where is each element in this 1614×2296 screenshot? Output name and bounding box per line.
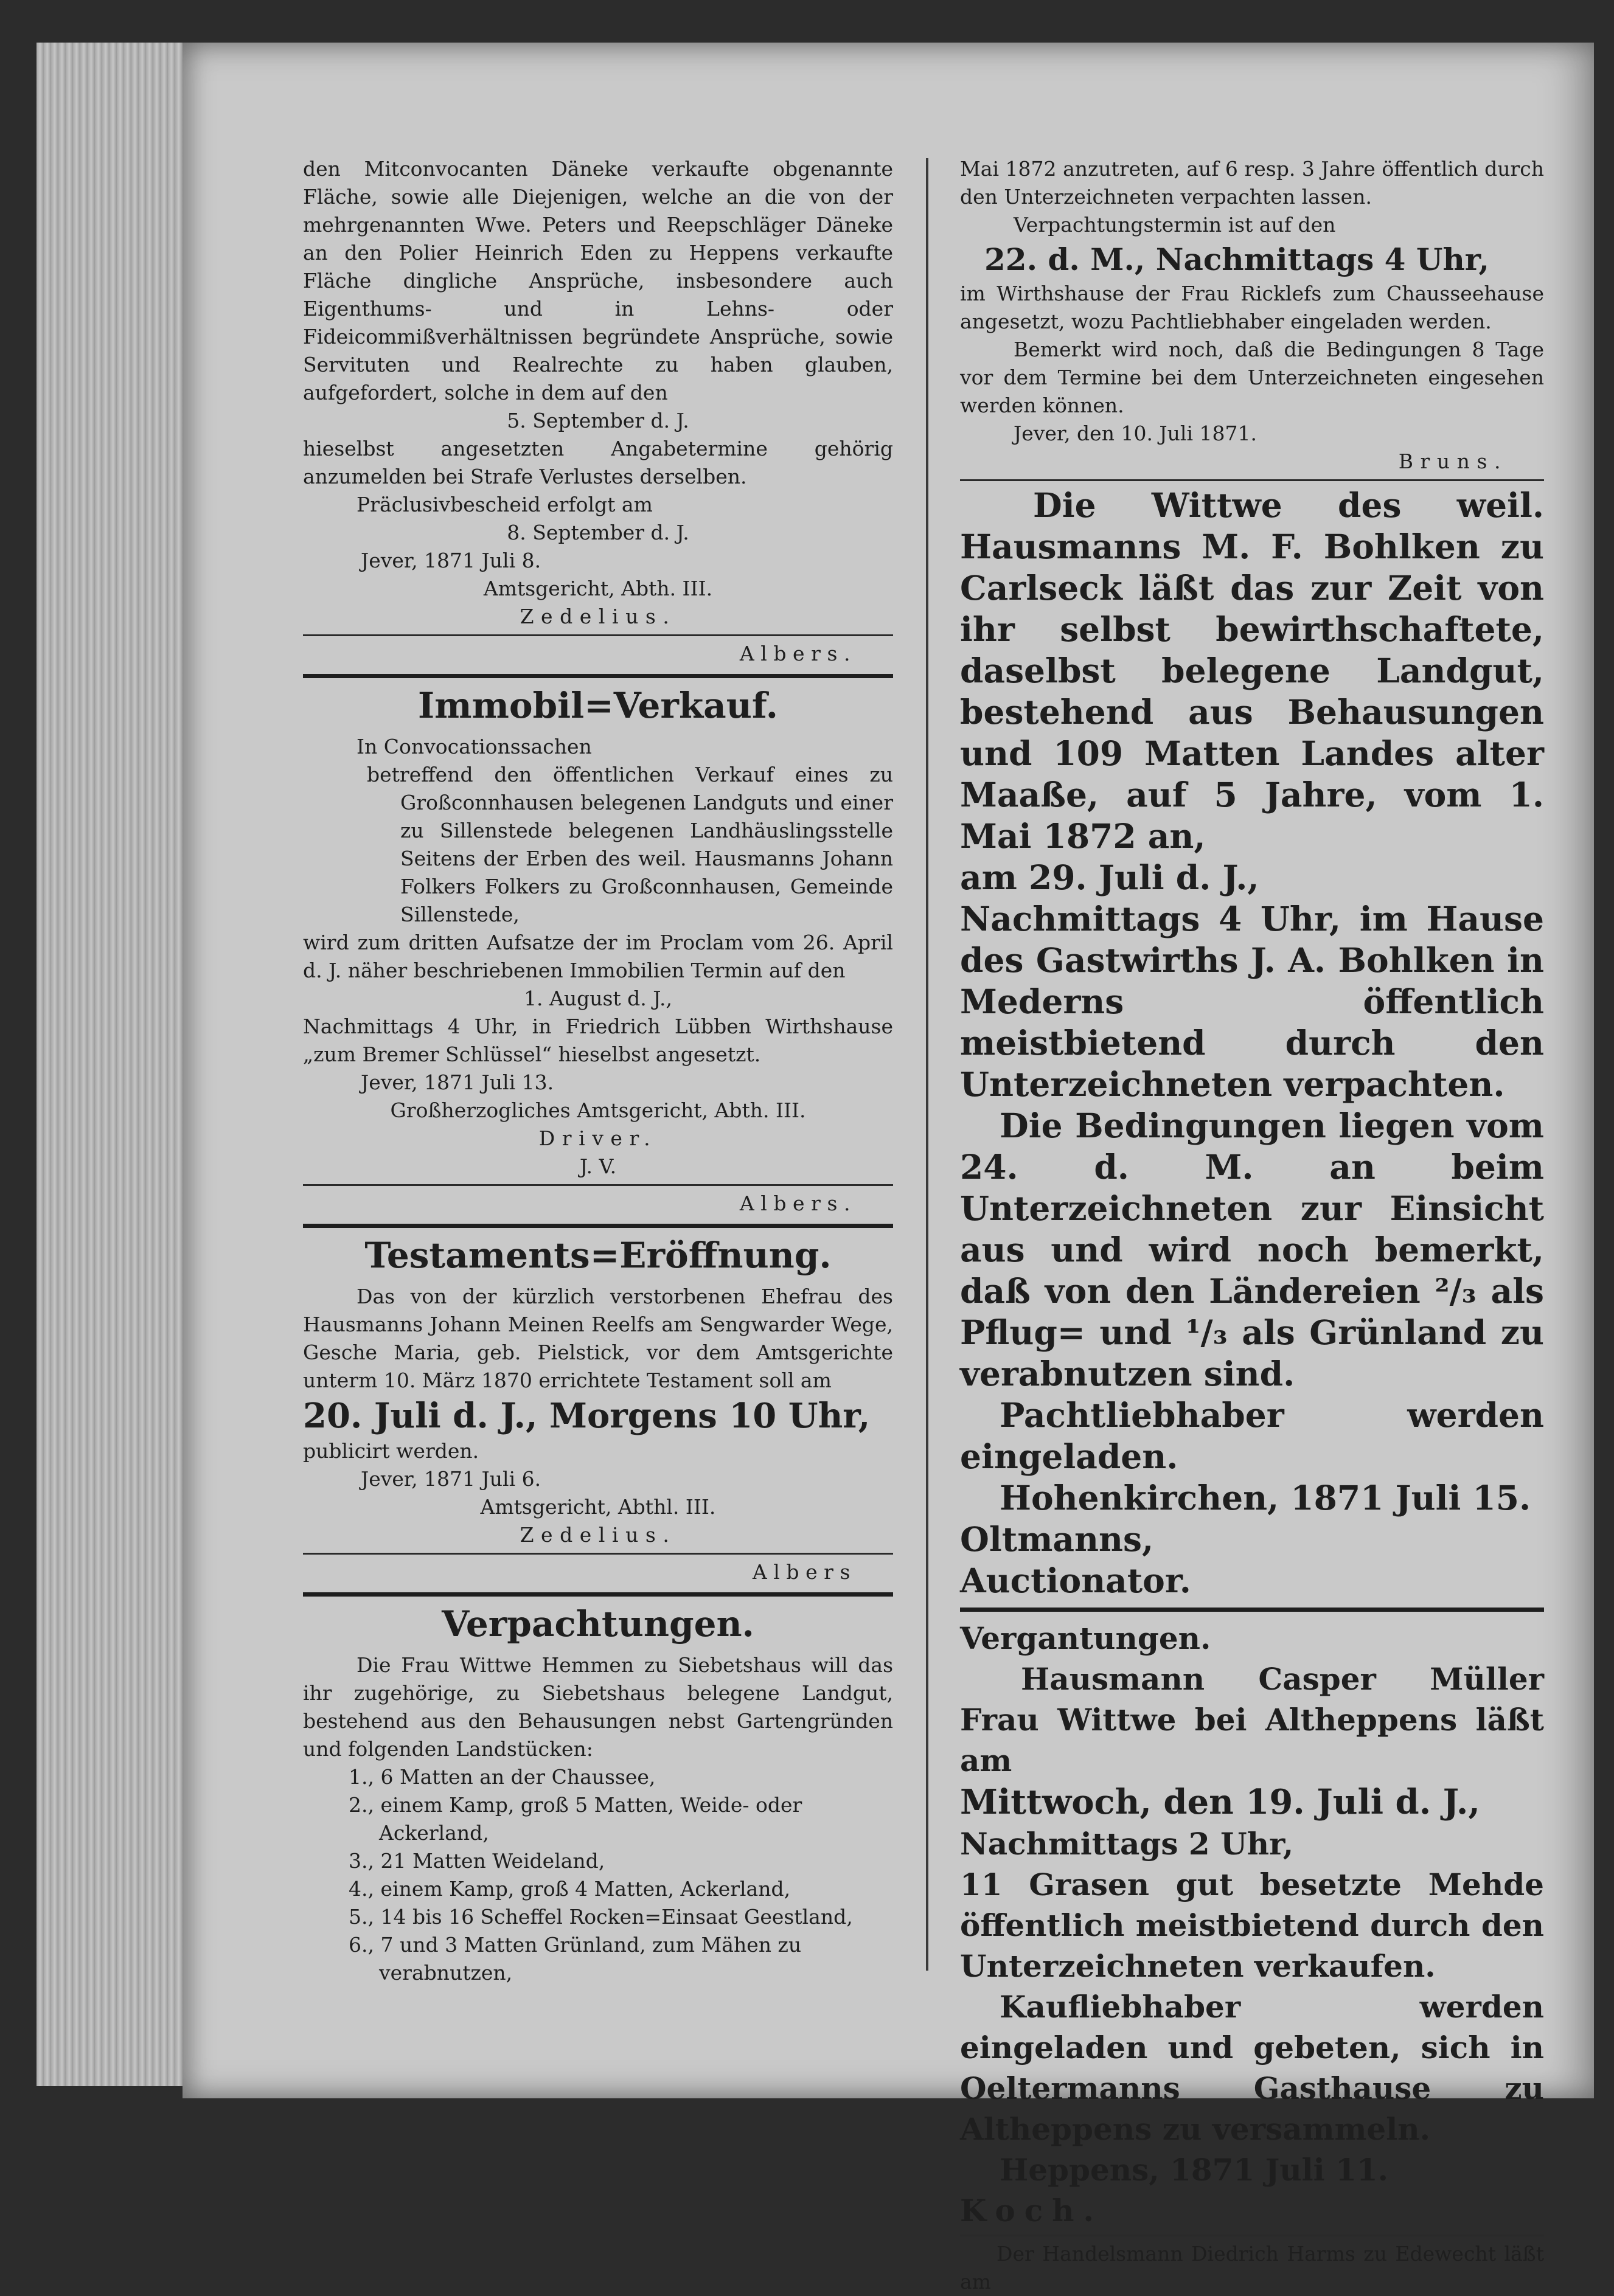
separator-rule xyxy=(960,2235,1544,2236)
list-item: 4., einem Kamp, groß 4 Matten, Ackerland, xyxy=(349,1877,791,1901)
left-column xyxy=(303,155,893,1987)
notice-1-body: den Mitconvocanten Däneke verkaufte obgenannte Fläche, sowie alle Diejenigen, welche an die von der mehrgenannten Wwe. Peters und Reepschläger Däneke an den Polier Heinrich Eden zu Heppens verkaufte Fläche dingliche Ansprüche, insbesondere auch Eigenthums- und in Lehns- oder Fideicommißverhältnissen begründete Ansprüche, sowie Servituten und Realrechte zu haben glauben, aufgefordert, solche in dem auf den xyxy=(303,157,893,404)
notice-7-highlight: Mittwoch, den 19. Juli d. J., xyxy=(960,1782,1480,1822)
notice-5-highlight: 22. d. M., Nachmittags 4 Uhr, xyxy=(984,241,1489,277)
notice-2-date: 1. August d. J., xyxy=(524,987,672,1010)
notice-6-body: Die Wittwe des weil. Hausmanns M. F. Bohlken zu Carlseck läßt das zur Zeit von ihr selbst bewirthschaftete, daselbst belegene Landgut, bestehend aus Behausungen und 109 Matten Landes alter Maaße, auf 5 Jahre, vom 1. Mai 1872 an, xyxy=(960,485,1544,856)
notice-1-court: Amtsgericht, Abth. III. xyxy=(483,577,713,600)
notice-3-signature: Zedelius. xyxy=(520,1523,677,1547)
notice-1-text: hieselbst angesetzten Angabetermine gehörig anzumelden bei Strafe Verlustes derselben. xyxy=(303,437,893,488)
column-divider xyxy=(926,158,928,1971)
land-list xyxy=(303,1763,893,1987)
notice-5-term: Verpachtungstermin ist auf den xyxy=(1014,213,1336,237)
notice-2-title: Immobil=Verkauf. xyxy=(418,685,778,726)
notice-7-body: Hausmann Casper Müller Frau Wittwe bei Altheppens läßt am xyxy=(960,1661,1544,1778)
notice-1-place-date: Jever, 1871 Juli 8. xyxy=(361,549,541,572)
notice-7-text: 11 Grasen gut besetzte Mehde öffentlich meistbietend durch den Unterzeichneten verkaufen. xyxy=(960,1867,1544,1984)
separator-rule-thick xyxy=(303,1224,893,1228)
notice-1-clerk: Albers. xyxy=(739,642,857,665)
separator-rule xyxy=(960,479,1544,481)
notice-3-text: publicirt werden. xyxy=(303,1439,479,1463)
list-item: 3., 21 Matten Weideland, xyxy=(349,1849,605,1873)
notice-2-place-date: Jever, 1871 Juli 13. xyxy=(361,1070,554,1094)
separator-rule xyxy=(303,634,893,636)
notice-4-body: Die Frau Wittwe Hemmen zu Siebetshaus will das ihr zugehörige, zu Siebetshaus belegene Landgut, bestehend aus den Behausungen nebst Gartengründen und folgenden Landstücken: xyxy=(303,1653,893,1761)
notice-2-time: Nachmittags 4 Uhr, in Friedrich Lübben Wirthshause „zum Bremer Schlüssel“ hieselbst angesetzt. xyxy=(303,1014,893,1066)
notice-6-date: am 29. Juli d. J., xyxy=(960,858,1259,897)
notice-3-highlight: 20. Juli d. J., Morgens 10 Uhr, xyxy=(303,1396,871,1436)
separator-rule-thick xyxy=(303,1592,893,1597)
notice-3-body: Das von der kürzlich verstorbenen Ehefrau des Hausmanns Johann Meinen Reelfs am Sengwarder Wege, Gesche Maria, geb. Pielstick, vor dem Amtsgerichte unterm 10. März 1870 errichtete Testament soll am xyxy=(303,1285,893,1392)
separator-rule-thick xyxy=(960,1608,1544,1612)
notice-3-clerk: Albers xyxy=(752,1560,857,1584)
notice-5-remark: Bemerkt wird noch, daß die Bedingungen 8 Tage vor dem Termine bei dem Unterzeichneten eingesehen werden können. xyxy=(960,338,1544,417)
notice-6-invitation: Pachtliebhaber werden eingeladen. xyxy=(960,1395,1544,1476)
notice-7-signature: Koch. xyxy=(960,2193,1103,2228)
notice-2-signature-2: J. V. xyxy=(579,1154,617,1178)
notice-7-time: Nachmittags 2 Uhr, xyxy=(960,1826,1294,1862)
notice-2-court: Großherzogliches Amtsgericht, Abth. III. xyxy=(390,1098,806,1122)
notice-3-title: Testaments=Eröffnung. xyxy=(364,1235,832,1276)
notice-1-signature: Zedelius. xyxy=(520,605,677,628)
notice-2-text: wird zum dritten Aufsatze der im Proclam vom 26. April d. J. näher beschriebenen Immobilien Termin auf den xyxy=(303,931,893,982)
right-column xyxy=(960,155,1544,2296)
list-item-continuation: verabnutzen, xyxy=(379,1961,513,1985)
notice-7-place-date: Heppens, 1871 Juli 11. xyxy=(1000,2152,1389,2188)
notice-3-place-date: Jever, 1871 Juli 6. xyxy=(361,1467,541,1491)
list-item: 6., 7 und 3 Matten Grünland, zum Mähen zu xyxy=(349,1933,802,1957)
notice-4-title: Verpachtungen. xyxy=(442,1603,754,1645)
notice-5-signature: Bruns. xyxy=(1398,449,1508,473)
notice-6-place-date: Hohenkirchen, 1871 Juli 15. xyxy=(1000,1478,1531,1517)
notice-6-signature: Oltmanns, xyxy=(960,1519,1154,1559)
list-item: 1., 6 Matten an der Chaussee, xyxy=(349,1765,656,1789)
notice-2-signature: Driver. xyxy=(538,1126,658,1150)
notice-5-body: Mai 1872 anzutreten, auf 6 resp. 3 Jahre öffentlich durch den Unterzeichneten verpachten lassen. xyxy=(960,157,1544,209)
notice-5-place-date: Jever, den 10. Juli 1871. xyxy=(1014,421,1257,445)
notice-2-body: betreffend den öffentlichen Verkauf eines zu Großconnhausen belegenen Landguts und einer zu Sillenstede belegenen Landhäuslingsstelle Seitens der Erben des weil. Hausmanns Johann Folkers Folkers zu Großconnhausen, Gemeinde Sillenstede, xyxy=(367,763,893,926)
notice-5-text: im Wirthshause der Frau Ricklefs zum Chausseehause angesetzt, wozu Pachtliebhaber eingeladen werden. xyxy=(960,282,1544,333)
notice-1-date-2: 8. September d. J. xyxy=(507,521,689,544)
notice-6-text: Nachmittags 4 Uhr, im Hause des Gastwirths J. A. Bohlken in Mederns öffentlich meistbietend durch den Unterzeichneten verpachten. xyxy=(960,899,1544,1104)
notice-6-signature-title: Auctionator. xyxy=(960,1561,1191,1600)
separator-rule xyxy=(303,1553,893,1555)
notice-7-title: Vergantungen. xyxy=(960,1620,1211,1656)
list-item-continuation: Ackerland, xyxy=(379,1821,489,1845)
notice-2-intro: In Convocationssachen xyxy=(357,735,592,758)
notice-6-conditions: Die Bedingungen liegen vom 24. d. M. an beim Unterzeichneten zur Einsicht aus und wird noch bemerkt, daß von den Ländereien ²/₃ als Pflug= und ¹/₃ als Grünland zu verabnutzen sind. xyxy=(960,1106,1544,1393)
notice-1-preclusion: Präclusivbescheid erfolgt am xyxy=(357,493,653,516)
list-item: 2., einem Kamp, groß 5 Matten, Weide- oder xyxy=(349,1793,802,1817)
notice-8-body: Der Handelsmann Diedrich Harms zu Edewecht läßt am xyxy=(960,2242,1544,2294)
notice-1-date: 5. September d. J. xyxy=(507,409,689,432)
notice-2-clerk: Albers. xyxy=(739,1191,857,1215)
separator-rule-thick xyxy=(303,674,893,678)
notice-3-court: Amtsgericht, Abthl. III. xyxy=(480,1495,716,1519)
separator-rule xyxy=(303,1184,893,1186)
notice-7-invitation: Kaufliebhaber werden eingeladen und gebeten, sich in Oeltermanns Gasthause zu Altheppens zu versammeln. xyxy=(960,1989,1544,2147)
list-item: 5., 14 bis 16 Scheffel Rocken=Einsaat Geestland, xyxy=(349,1905,853,1929)
